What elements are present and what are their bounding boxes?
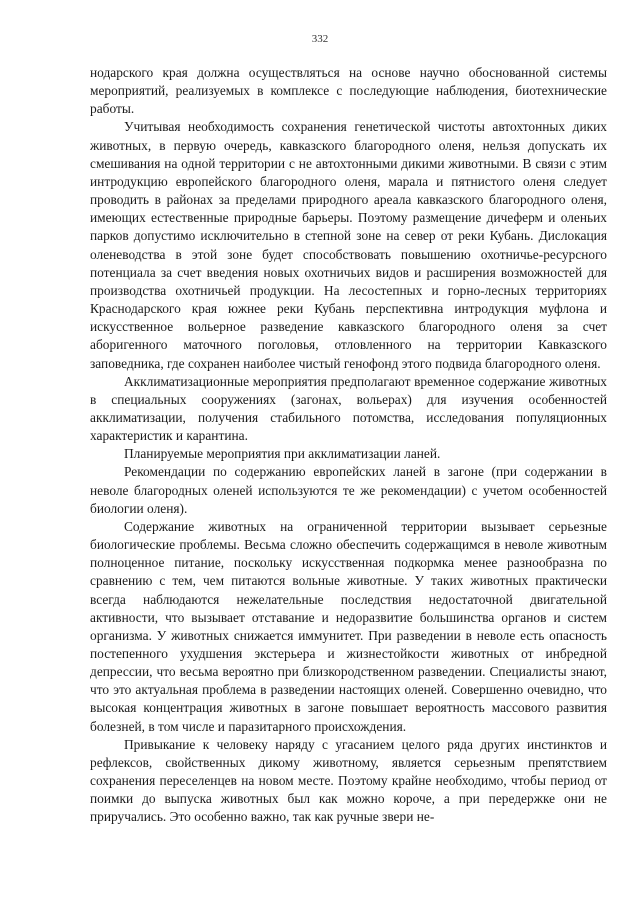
paragraph-1: нодарского края должна осуществляться на основе научно обоснованной системы мероприятий, реализуемых в комплексе с последующие наблюдения, биотехнические работы. bbox=[90, 65, 607, 117]
body-text bbox=[90, 64, 607, 827]
paragraph-3: Акклиматизационные мероприятия предполагают временное содержание животных в специальных сооружениях (загонах, вольерах) для изучения особенностей акклиматизации, получения стабильного потомства, исследования популяционных характеристик и карантина. bbox=[90, 373, 607, 444]
paragraph-7: Привыкание к человеку наряду с угасанием целого ряда других инстинктов и рефлексов, свойственных дикому животному, является серьезным препятствием сохранения переселенцев на новом месте. Поэтому крайне необходимо, чтобы период от поимки до выпуска животных был как можно короче, а при передержке они не приручались. Это особенно важно, так как ручные звери не- bbox=[90, 736, 607, 825]
paragraph-4: Планируемые мероприятия при акклиматизации ланей. bbox=[124, 446, 441, 462]
paragraph-2: Учитывая необходимость сохранения генетической чистоты автохтонных диких животных, в первую очередь, кавказского благородного оленя, нельзя допускать их смешивания на одной территории с не автохтонными дикими животными. В связи с этим интродукцию европейского благородного оленя, марала и пятнистого оленя следует проводить в районах за пределами природного ареала кавказского благородного оленя, имеющих естественные природные барьеры. Поэтому размещение дичеферм и оленьих парков допустимо исключительно в степной зоне на север от реки Кубань. Дислокация оленеводства в этой зоне будет способствовать повышению охотничье-ресурсного потенциала за счет введения новых охотничьих видов и расширения возможностей для производства охотничьей продукции. На лесостепных и горно-лесных территориях Краснодарского края южнее реки Кубань перспективна интродукция муфлона и искусственное вольерное разведение кавказского благородного оленя за счет аборигенного маточного поголовья, отловленного на территории Кавказского заповедника, где сохранен наиболее чистый генофонд этого подвида благородного оленя. bbox=[90, 119, 607, 371]
page-number: 332 bbox=[311, 33, 329, 45]
paragraph-6: Содержание животных на ограниченной территории вызывает серьезные биологические проблемы. Весьма сложно обеспечить содержащимся в неволе животным полноценное питание, поскольку искусственная подкормка менее разнообразна по сравнению с тем, чем питаются вольные животные. У таких животных практически всегда наблюдаются нежелательные последствия недостаточной двигательной активности, что вызывает отставание и недоразвитие большинства органов и систем организма. У животных снижается иммунитет. При разведении в неволе есть опасность постепенного ухудшения экстерьера и жизнестойкости животных от инбредной депрессии, что весьма вероятно при близкородственном разведении. Специалисты знают, что это актуальная проблема в разведении настоящих оленей. Совершенно очевидно, что высокая концентрация животных в загоне повышает вероятность массового развития болезней, в том числе и паразитарного происхождения. bbox=[90, 518, 607, 734]
paragraph-5: Рекомендации по содержанию европейских ланей в загоне (при содержании в неволе благородных оленей используются те же рекомендации) с учетом особенностей биологии оленя). bbox=[90, 464, 607, 516]
